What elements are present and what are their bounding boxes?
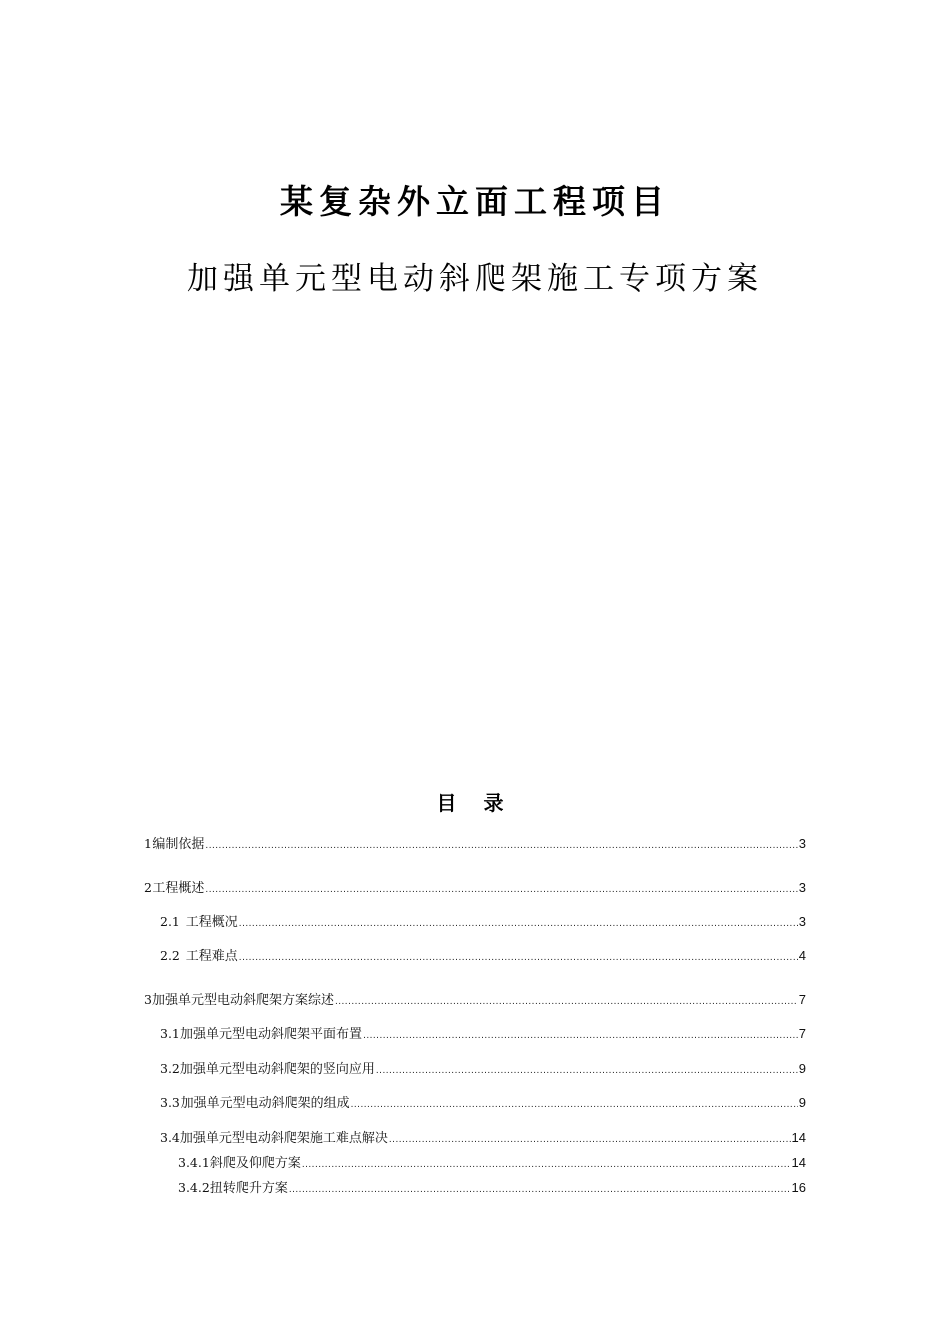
toc-entry-number: 3.4.1 (178, 1155, 210, 1170)
toc-entry-page: 9 (798, 1095, 806, 1110)
toc-entry-number: 2 (144, 880, 152, 895)
toc-entry-title: 工程概述 (152, 881, 205, 896)
toc-entry-title: 加强单元型电动斜爬架平面布置 (180, 1027, 363, 1042)
toc-dot-leader (363, 1027, 798, 1045)
toc-entry-3-4-1[interactable] (178, 1154, 806, 1172)
toc-entry-number: 2.1 (160, 914, 180, 929)
toc-entry-title: 加强单元型电动斜爬架施工难点解决 (179, 1131, 388, 1146)
toc-entry-page: 4 (798, 948, 806, 963)
toc-dot-leader (376, 1062, 798, 1080)
toc-entry-number: 1 (144, 836, 152, 851)
toc-entry-page: 7 (798, 1026, 806, 1041)
toc-entry-page: 3 (798, 880, 806, 895)
toc-entry-2[interactable] (144, 879, 806, 897)
toc-entry-number: 3.4 (160, 1130, 180, 1145)
toc-entry-3[interactable] (144, 991, 806, 1009)
toc-dot-leader (335, 993, 798, 1011)
toc-entry-3-4[interactable] (160, 1129, 806, 1147)
toc-entry-number: 3.4.2 (178, 1180, 210, 1195)
toc-entry-title: 编制依据 (152, 837, 205, 852)
toc-entry-page: 3 (798, 836, 806, 851)
toc-heading: 目 录 (436, 791, 514, 815)
toc-dot-leader (289, 1181, 791, 1199)
document-title: 某复杂外立面工程项目 (280, 182, 670, 221)
toc-entry-page: 7 (798, 992, 806, 1007)
toc-dot-leader (351, 1096, 798, 1114)
toc-entry-page: 14 (791, 1155, 806, 1170)
toc-dot-leader (239, 915, 798, 933)
toc-entry-title: 加强单元型电动斜爬架方案综述 (151, 993, 334, 1008)
toc-entry-number: 3 (144, 992, 152, 1007)
toc-entry-3-3[interactable] (160, 1094, 806, 1112)
toc-entry-page: 3 (798, 914, 806, 929)
toc-dot-leader (205, 837, 797, 855)
toc-entry-title: 扭转爬升方案 (209, 1181, 288, 1196)
toc-entry-page: 14 (791, 1130, 806, 1145)
toc-entry-page: 16 (791, 1180, 806, 1195)
toc-entry-title: 斜爬及仰爬方案 (209, 1156, 301, 1171)
toc-entry-1[interactable] (144, 835, 806, 853)
toc-entry-number: 3.1 (160, 1026, 180, 1041)
toc-entry-3-2[interactable] (160, 1060, 806, 1078)
toc-entry-title: 工程难点 (185, 949, 238, 964)
toc-entry-3-4-2[interactable] (178, 1179, 806, 1197)
toc-entry-2-2[interactable] (160, 947, 806, 965)
toc-entry-3-1[interactable] (160, 1025, 806, 1043)
toc-entry-number: 3.3 (160, 1095, 180, 1110)
document-subtitle: 加强单元型电动斜爬架施工专项方案 (187, 261, 763, 297)
toc-entry-2-1[interactable] (160, 913, 806, 931)
toc-entry-title: 工程概况 (185, 915, 238, 930)
toc-dot-leader (302, 1156, 791, 1174)
toc-entry-number: 2.2 (160, 948, 180, 963)
toc-entry-page: 9 (798, 1061, 806, 1076)
toc-entry-title: 加强单元型电动斜爬架的组成 (180, 1096, 350, 1111)
toc-dot-leader (389, 1131, 791, 1149)
toc-entry-number: 3.2 (160, 1061, 180, 1076)
toc-entry-title: 加强单元型电动斜爬架的竖向应用 (179, 1062, 375, 1077)
toc-dot-leader (205, 881, 797, 899)
toc-dot-leader (239, 949, 798, 967)
